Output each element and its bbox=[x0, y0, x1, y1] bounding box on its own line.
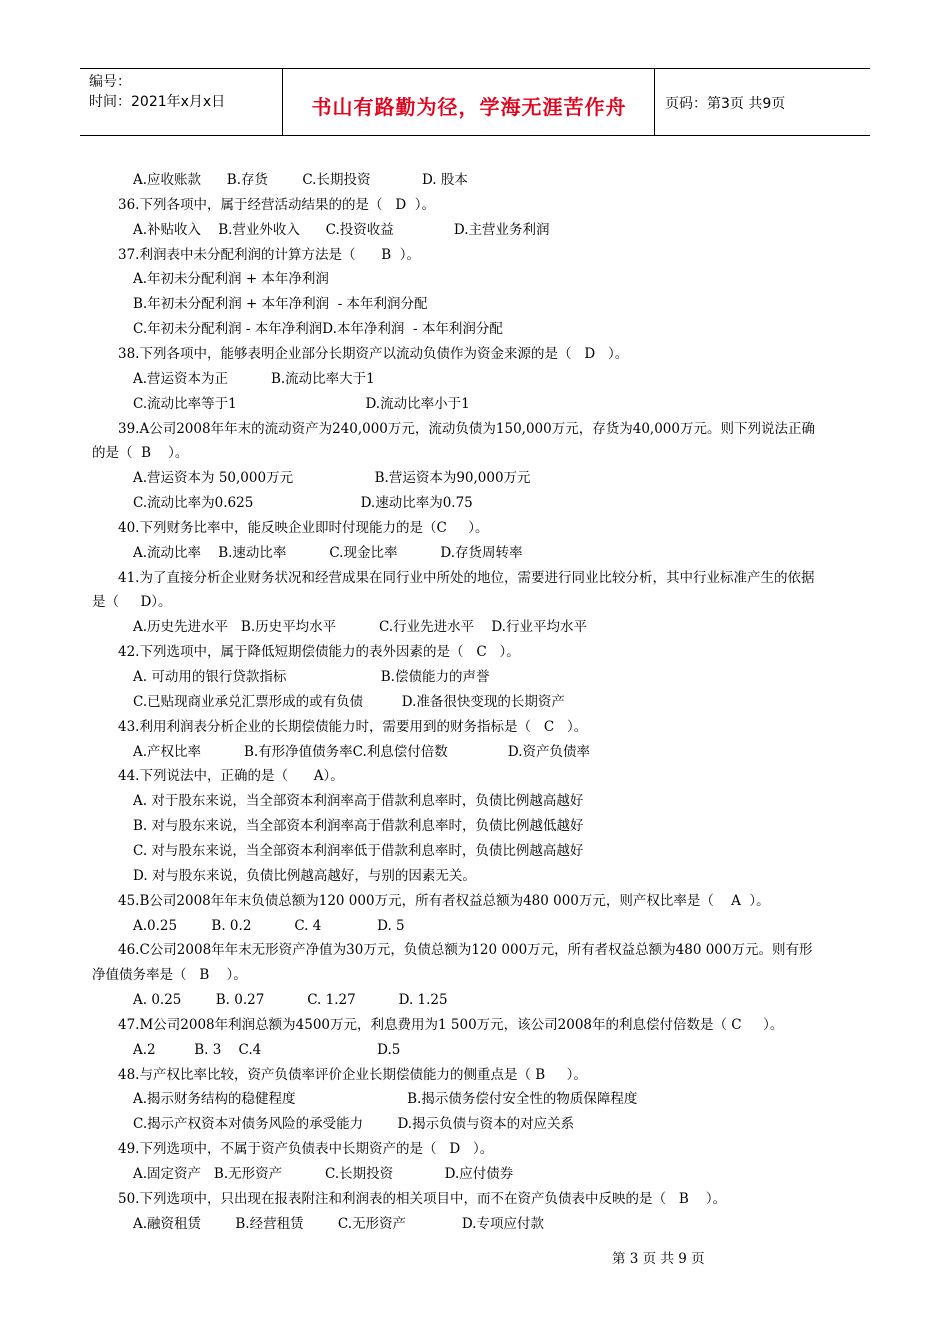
text-line: C.已贴现商业承兑汇票形成的或有负债 D.准备很快变现的长期资产 bbox=[133, 694, 565, 710]
text-line: D. 对与股东来说，负债比例越高越好，与别的因素无关。 bbox=[133, 868, 476, 884]
text-line: A.历史先进水平 B.历史平均水平 C.行业先进水平 D.行业平均水平 bbox=[133, 619, 587, 635]
text-line: 36.下列各项中，属于经营活动结果的的是（ D ）。 bbox=[118, 197, 435, 213]
text-line: 38.下列各项中，能够表明企业部分长期资产以流动负债作为资金来源的是（ D ）。 bbox=[118, 346, 629, 362]
text-line: A.补贴收入 B.营业外收入 C.投资收益 D.主营业务利润 bbox=[133, 222, 550, 238]
text-line: 41.为了直接分析企业财务状况和经营成果在同行业中所处的地位，需要进行同业比较分析，其中行业标准产生的依据 bbox=[118, 570, 815, 586]
text-line: 的是（ B ）。 bbox=[92, 445, 189, 461]
text-line: 46.C公司2008年年末无形资产净值为30万元，负债总额为120 000万元，所有者权益总额为480 000万元。则有形 bbox=[118, 942, 813, 958]
text-line: A. 0.25 B. 0.27 C. 1.27 D. 1.25 bbox=[133, 992, 448, 1008]
text-line: 49.下列选项中，不属于资产负债表中长期资产的是（ D ）。 bbox=[118, 1141, 494, 1157]
text-line: A.流动比率 B.速动比率 C.现金比率 D.存货周转率 bbox=[133, 545, 523, 561]
text-line: A.2 B. 3 C.4 D.5 bbox=[133, 1042, 401, 1058]
text-line: A.年初未分配利润 + 本年净利润 bbox=[133, 271, 329, 287]
text-line: A. 可动用的银行贷款指标 B.偿债能力的声誉 bbox=[133, 669, 490, 685]
text-line: A.固定资产 B.无形资产 C.长期投资 D.应付债券 bbox=[133, 1166, 514, 1182]
text-line: 是（ D）。 bbox=[92, 594, 172, 610]
text-line: 48.与产权比率比较，资产负债率评价企业长期偿债能力的侧重点是（ B ）。 bbox=[118, 1067, 587, 1083]
text-line: A.揭示财务结构的稳健程度 B.揭示债务偿付安全性的物质保障程度 bbox=[133, 1091, 638, 1107]
page-footer: 第 3 页 共 9 页 bbox=[612, 1251, 705, 1267]
text-line: B.年初未分配利润 + 本年净利润 - 本年利润分配 bbox=[133, 296, 428, 312]
text-line: B. 对与股东来说，当全部资本利润率高于借款利息率时，负债比例越低越好 bbox=[133, 818, 584, 834]
page-header bbox=[80, 68, 870, 136]
text-line: A.营运资本为正 B.流动比率大于1 bbox=[133, 371, 375, 387]
text-line: A.融资租赁 B.经营租赁 C.无形资产 D.专项应付款 bbox=[133, 1216, 544, 1232]
header-motto-cell bbox=[283, 69, 655, 135]
document-date: 时间：2021年x月x日 bbox=[89, 94, 226, 110]
header-info-cell bbox=[80, 69, 283, 135]
text-line: A.营运资本为 50,000万元 B.营运资本为90,000万元 bbox=[133, 470, 531, 486]
text-line: A. 对于股东来说，当全部资本利润率高于借款利息率时，负债比例越高越好 bbox=[133, 793, 584, 809]
text-line: 42.下列选项中，属于降低短期偿债能力的表外因素的是（ C ）。 bbox=[118, 644, 520, 660]
text-line: C.揭示产权资本对债务风险的承受能力 D.揭示负债与资本的对应关系 bbox=[133, 1116, 575, 1132]
text-line: 47.M公司2008年利润总额为4500万元，利息费用为1 500万元，该公司2008年的利息偿付倍数是（ C ）。 bbox=[118, 1017, 784, 1033]
document-number: 编号： bbox=[89, 74, 131, 90]
text-line: A.应收账款 B.存货 C.长期投资 D. 股本 bbox=[133, 172, 468, 188]
text-line: C.流动比率为0.625 D.速动比率为0.75 bbox=[133, 495, 473, 511]
text-line: 43.利用利润表分析企业的长期偿债能力时，需要用到的财务指标是（ C ）。 bbox=[118, 719, 588, 735]
header-page-cell bbox=[655, 69, 870, 135]
text-line: 39.A公司2008年年末的流动资产为240,000万元，流动负债为150,000万元，存货为40,000万元。则下列说法正确 bbox=[118, 421, 815, 437]
text-line: C.流动比率等于1 D.流动比率小于1 bbox=[133, 396, 470, 412]
text-line: 净值债务率是（ B ）。 bbox=[92, 967, 247, 983]
text-line: A.0.25 B. 0.2 C. 4 D. 5 bbox=[133, 918, 405, 934]
text-line: 37.利润表中未分配利润的计算方法是（ B ）。 bbox=[118, 247, 420, 263]
text-line: 45.B公司2008年年末负债总额为120 000万元，所有者权益总额为480 000万元，则产权比率是（ A ）。 bbox=[118, 893, 770, 909]
header-motto: 书山有路勤为径，学海无涯苦作舟 bbox=[311, 95, 627, 119]
text-line: C.年初未分配利润 - 本年净利润D.本年净利润 - 本年利润分配 bbox=[133, 321, 503, 337]
text-line: A.产权比率 B.有形净值债务率C.利息偿付倍数 D.资产负债率 bbox=[133, 744, 591, 760]
text-line: C. 对与股东来说，当全部资本利润率低于借款利息率时，负债比例越高越好 bbox=[133, 843, 584, 859]
text-line: 50.下列选项中，只出现在报表附注和利润表的相关项目中，而不在资产负债表中反映的是（ B ）。 bbox=[118, 1191, 727, 1207]
text-line: 40.下列财务比率中，能反映企业即时付现能力的是（C ）。 bbox=[118, 520, 489, 536]
text-line: 44.下列说法中，正确的是（ A）。 bbox=[118, 768, 344, 784]
page-indicator: 页码：第3页 共9页 bbox=[665, 96, 786, 112]
